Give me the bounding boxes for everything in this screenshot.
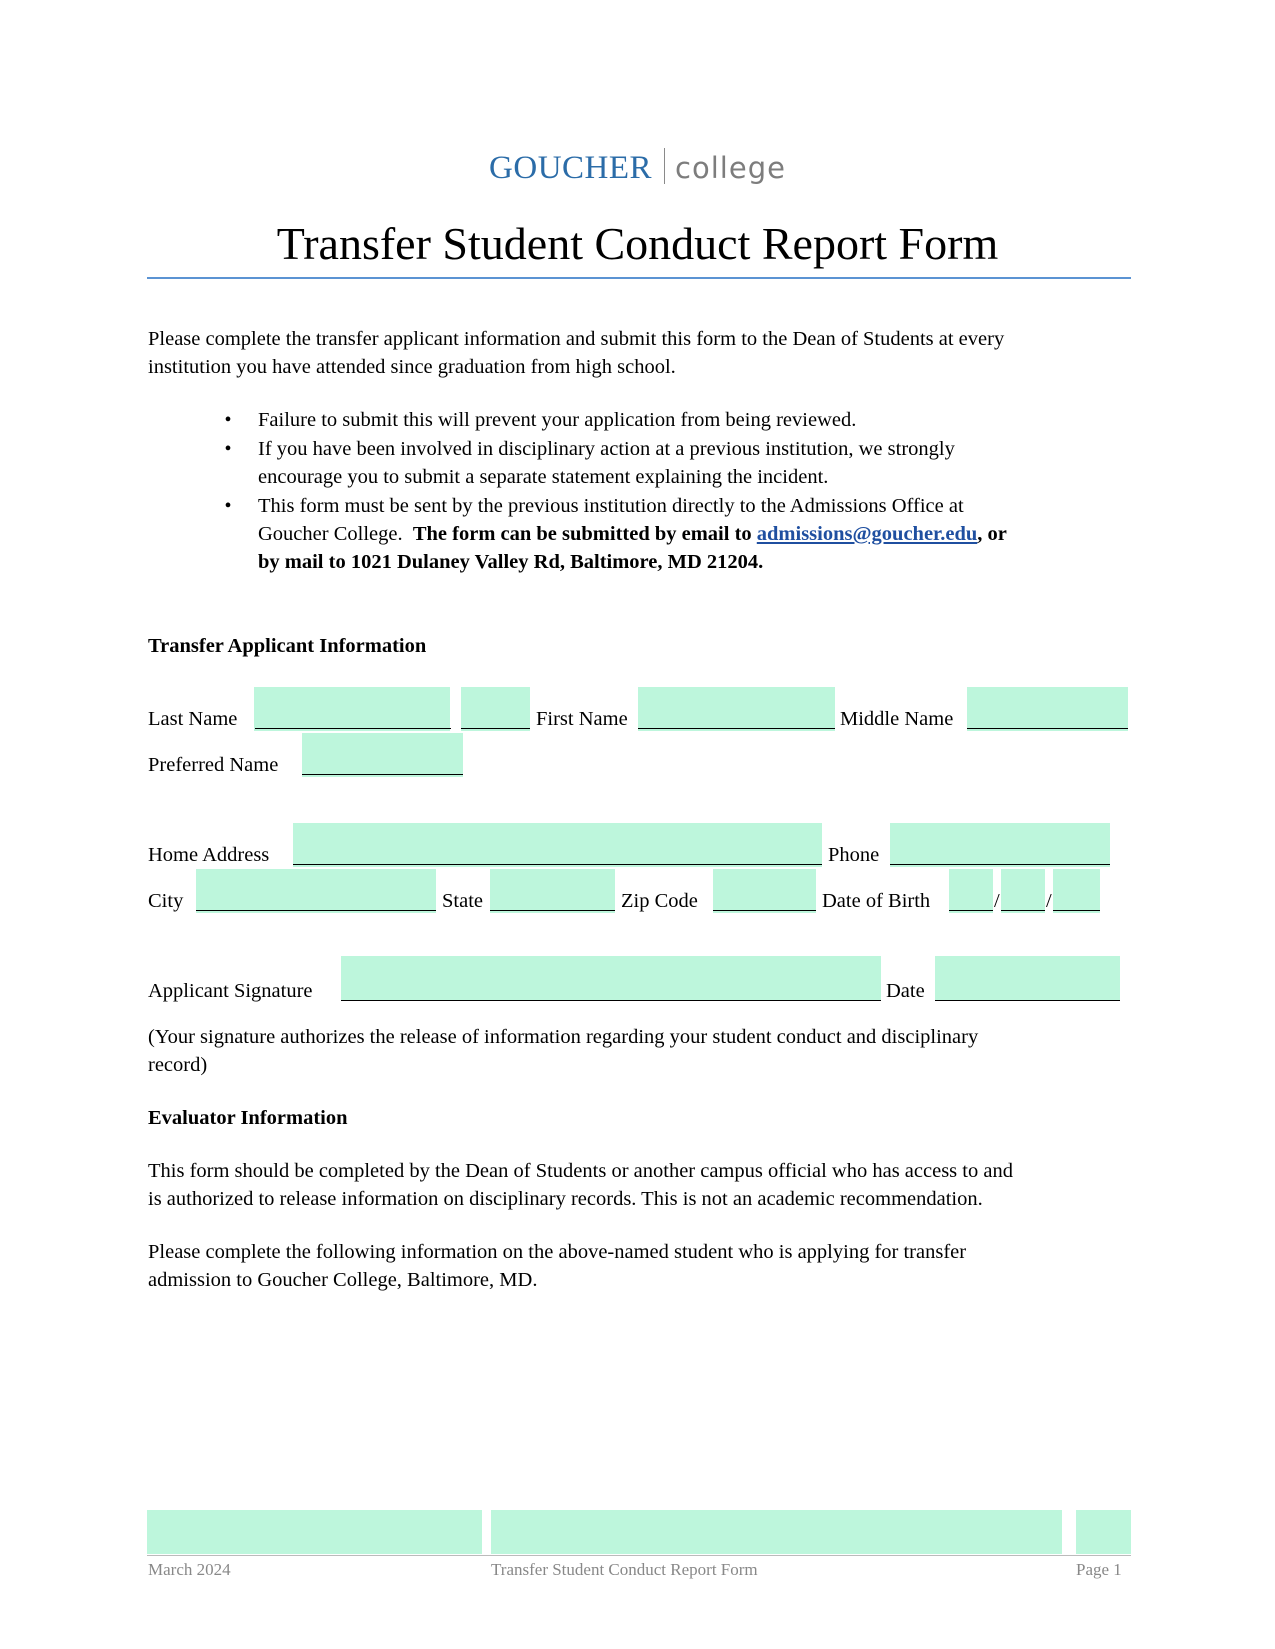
logo-divider: [664, 148, 665, 184]
state-label: State: [442, 890, 483, 912]
intro-line-1: Please complete the transfer applicant information and submit this form to the Dean of Students at every: [148, 328, 1005, 350]
footer-date-field[interactable]: [147, 1510, 482, 1554]
bullet-3-line-3: by mail to 1021 Dulaney Valley Rd, Baltimore, MD 21204.: [258, 551, 764, 573]
phone-label: Phone: [828, 844, 880, 866]
state-blank: [490, 892, 615, 911]
dob-day-blank: [1001, 892, 1045, 911]
bullet-3-text-c: , or: [977, 523, 1007, 545]
bullet-1-text: Failure to submit this will prevent your application from being reviewed.: [258, 409, 857, 431]
city-blank: [196, 892, 436, 911]
bullet-3-text-a: Goucher College.: [258, 523, 403, 545]
evaluator-paragraph-2-line-2: admission to Goucher College, Baltimore, MD.: [148, 1269, 538, 1291]
bullet-3-text-b: The form can be submitted by email to: [412, 523, 752, 545]
last-name-suffix-blank: [461, 710, 530, 729]
bullet-2-line-2: encourage you to submit a separate statement explaining the incident.: [258, 466, 829, 488]
evaluator-section-heading: Evaluator Information: [148, 1107, 348, 1129]
footer-rule: [147, 1555, 1131, 1556]
middle-name-label: Middle Name: [840, 708, 954, 730]
city-label: City: [148, 890, 184, 912]
phone-blank: [890, 846, 1110, 865]
evaluator-paragraph-2-line-1: Please complete the following information on the above-named student who is applying for transfer: [148, 1241, 967, 1263]
bullet-dot: •: [224, 495, 232, 517]
footer-title-field[interactable]: [491, 1510, 1062, 1554]
home-address-label: Home Address: [148, 844, 270, 866]
dob-label: Date of Birth: [822, 890, 931, 912]
signature-note-line-2: record): [148, 1054, 208, 1076]
evaluator-paragraph-1-line-2: is authorized to release information on disciplinary records. This is not an academic recommendation.: [148, 1188, 983, 1210]
footer-date: March 2024: [148, 1560, 231, 1579]
logo-brand: GOUCHER: [489, 150, 653, 186]
applicant-signature-blank: [341, 982, 881, 1001]
intro-line-2: institution you have attended since graduation from high school.: [148, 356, 676, 378]
home-address-blank: [293, 846, 822, 865]
first-name-blank: [638, 710, 835, 729]
footer-title: Transfer Student Conduct Report Form: [491, 1560, 758, 1579]
college-logo: [0, 148, 1275, 187]
footer-page-number: Page 1: [1076, 1560, 1122, 1579]
preferred-name-blank: [302, 756, 463, 775]
evaluator-paragraph-1-line-1: This form should be completed by the Dean of Students or another campus official who has access to and: [148, 1160, 1013, 1182]
signature-note-line-1: (Your signature authorizes the release of information regarding your student conduct and disciplinary: [148, 1026, 979, 1048]
page-title: Transfer Student Conduct Report Form: [276, 218, 999, 269]
dob-separator: /: [994, 890, 1000, 912]
footer-page-field[interactable]: [1076, 1510, 1131, 1554]
preferred-name-label: Preferred Name: [148, 754, 279, 776]
middle-name-blank: [967, 710, 1128, 729]
dob-month-blank: [949, 892, 993, 911]
first-name-label: First Name: [536, 708, 628, 730]
bullet-2-line-1: If you have been involved in disciplinary action at a previous institution, we strongly: [258, 438, 955, 460]
bullet-3-line-1: This form must be sent by the previous institution directly to the Admissions Office at: [258, 495, 964, 517]
bullet-dot: •: [224, 438, 232, 460]
logo-subtitle: college: [675, 151, 786, 185]
title-rule: [147, 277, 1131, 279]
zip-code-blank: [713, 892, 816, 911]
bullet-3-line-2: [258, 520, 1007, 549]
applicant-section-heading: Transfer Applicant Information: [148, 635, 427, 657]
applicant-signature-label: Applicant Signature: [148, 980, 313, 1002]
admissions-email-link[interactable]: admissions@goucher.edu: [756, 523, 978, 545]
bullet-dot: •: [224, 409, 232, 431]
signature-date-label: Date: [886, 980, 925, 1002]
dob-separator: /: [1046, 890, 1052, 912]
last-name-label: Last Name: [148, 708, 238, 730]
zip-code-label: Zip Code: [621, 890, 698, 912]
signature-date-blank: [935, 982, 1120, 1001]
dob-year-blank: [1053, 892, 1100, 911]
last-name-blank: [255, 710, 451, 729]
